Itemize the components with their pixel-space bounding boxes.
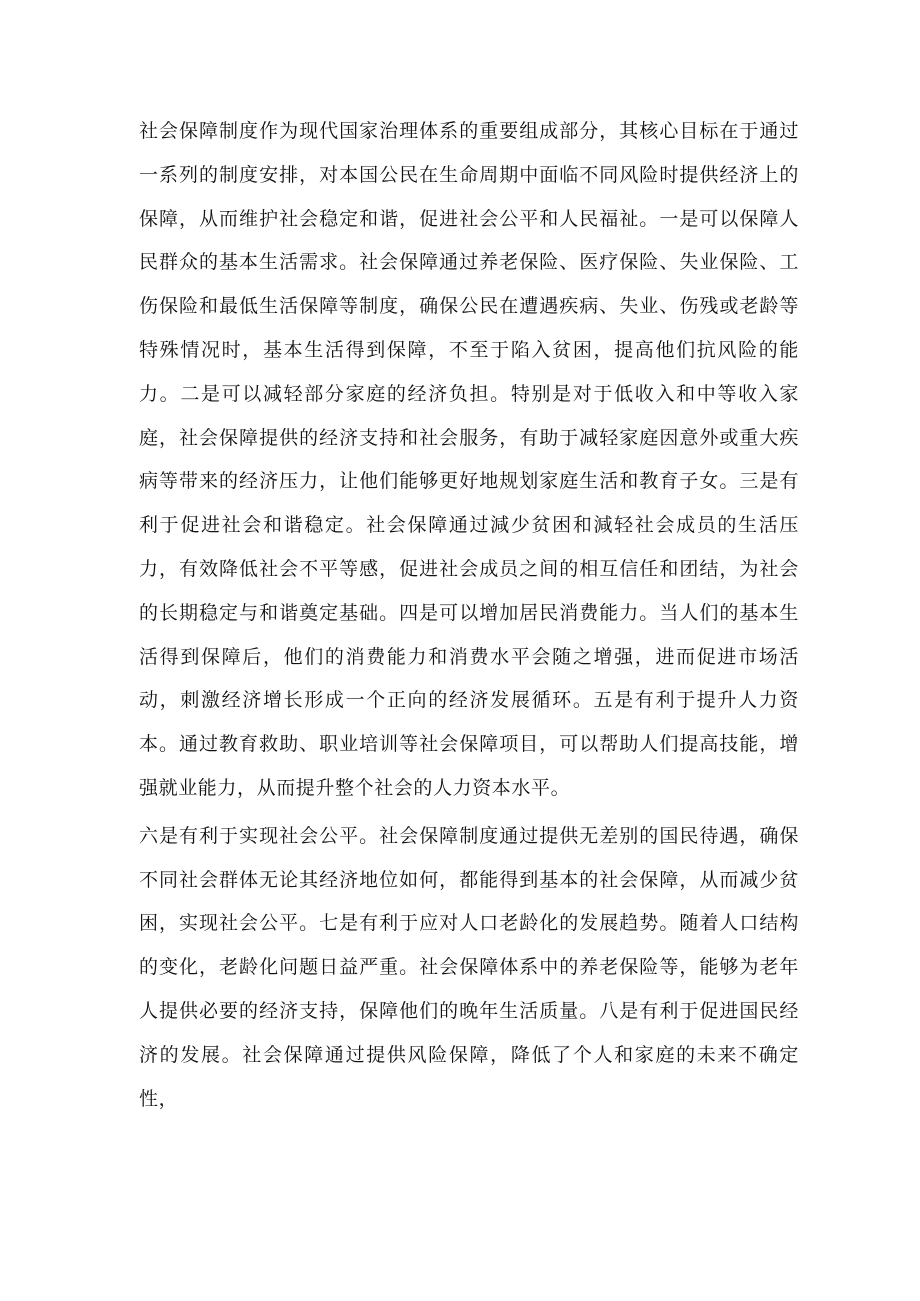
paragraph-1: 社会保障制度作为现代国家治理体系的重要组成部分，其核心目标在于通过一系列的制度安排，对本国公民在生命周期中面临不同风险时提供经济上的保障，从而维护社会稳定和谐，促进社会公平和人民福祉。一是可以保障人民群众的基本生活需求。社会保障通过养老保险、医疗保险、失业保险、工伤保险和最低生活保障等制度，确保公民在遭遇疾病、失业、伤残或老龄等特殊情况时，基本生活得到保障，不至于陷入贫困，提高他们抗风险的能力。二是可以减轻部分家庭的经济负担。特别是对于低收入和中等收入家庭，社会保障提供的经济支持和社会服务，有助于减轻家庭因意外或重大疾病等带来的经济压力，让他们能够更好地规划家庭生活和教育子女。三是有利于促进社会和谐稳定。社会保障通过減少贫困和減轻社会成员的生活压力，有效降低社会不平等感，促进社会成员之间的相互信任和团结，为社会的长期稳定与和谐奠定基础。四是可以增加居民消费能力。当人们的基本生活得到保障后，他们的消费能力和消费水平会随之增强，进而促进市场活动，刺激经济增长形成一个正向的经济发展循环。五是有利于提升人力资本。通过教育救助、职业培训等社会保障项目，可以帮助人们提高技能，增强就业能力，从而提升整个社会的人力资本水平。 [139,120,799,799]
document-body [139,110,799,1121]
paragraph-2: 六是有利于实现社会公平。社会保障制度通过提供无差别的国民待遇，确保不同社会群体无论其经济地位如何，都能得到基本的社会保障，从而减少贫困，实现社会公平。七是有利于应对人口老龄化的发展趋势。随着人口结构的变化，老龄化问题日益严重。社会保障体系中的养老保险等，能够为老年人提供必要的经济支持，保障他们的晚年生活质量。八是有利于促进国民经济的发展。社会保障通过提供风险保障，降低了个人和家庭的未来不确定性， [139,824,799,1110]
